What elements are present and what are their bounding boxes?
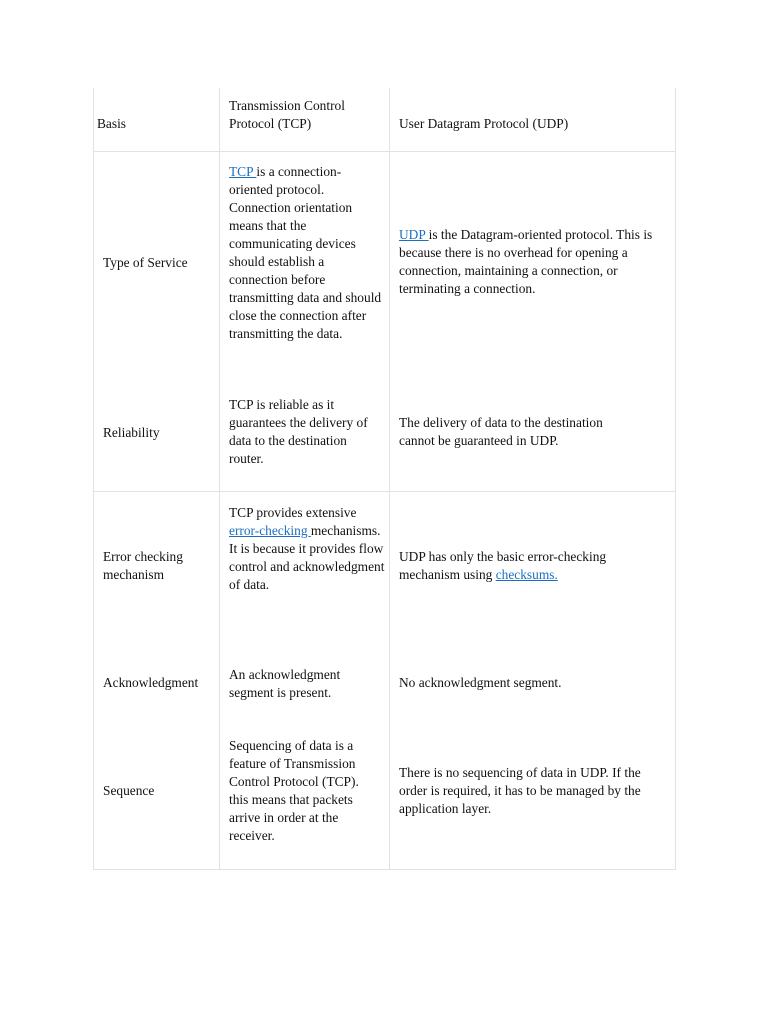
row-error-checking-basis: Error checking mechanism (103, 549, 183, 582)
udp-type-of-service-text: is the Datagram-oriented protocol. This is because there is no overhead for opening a connection, maintaining a connection, or terminating a connection. (399, 227, 653, 296)
row-acknowledgment-udp: No acknowledgment segment. (399, 675, 562, 690)
row-acknowledgment-tcp: An acknowledgment segment is present. (229, 667, 341, 700)
header-udp: User Datagram Protocol (UDP) (399, 116, 569, 131)
udp-link[interactable]: UDP (399, 227, 429, 242)
tcp-error-checking-after: mechanisms. It is because it provides flow control and acknowledgment of data. (229, 523, 385, 592)
row-sequence-udp: There is no sequencing of data in UDP. If the order is required, it has to be managed by the application layer. (399, 765, 641, 816)
header-tcp: Transmission Control Protocol (TCP) (229, 98, 345, 131)
row-reliability-tcp: TCP is reliable as it guarantees the delivery of data to the destination router. (229, 397, 368, 466)
column-divider-2 (389, 88, 390, 870)
row-type-of-service-udp (399, 226, 669, 298)
header-basis: Basis (97, 116, 127, 131)
tcp-link[interactable]: TCP (229, 164, 257, 179)
row-reliability-udp: The delivery of data to the destination cannot be guaranteed in UDP. (399, 415, 603, 448)
error-checking-link[interactable]: error-checking (229, 523, 311, 538)
checksums-link[interactable]: checksums. (495, 567, 558, 582)
row-reliability-basis: Reliability (103, 425, 160, 440)
row-sequence-tcp: Sequencing of data is a feature of Transmission Control Protocol (TCP). this means that packets arrive in order at the receiver. (229, 738, 359, 843)
row-error-checking-udp (399, 548, 644, 584)
tcp-error-checking-before: TCP provides extensive (229, 505, 357, 520)
row-error-checking-tcp (229, 504, 385, 594)
column-divider-1 (219, 88, 220, 870)
row-type-of-service-tcp (229, 163, 385, 343)
table-border-bottom (93, 869, 676, 870)
tcp-type-of-service-text: is a connection-oriented protocol. Connection orientation means that the communicating devices should establish a connection before transmitting data and should close the connection after transmitting the data. (229, 164, 382, 341)
row-sequence-basis: Sequence (103, 783, 155, 798)
udp-error-checking-before: UDP has only the basic error-checking mechanism using (399, 549, 607, 582)
row-acknowledgment-basis: Acknowledgment (103, 675, 199, 690)
row-type-of-service-basis: Type of Service (103, 255, 188, 270)
table-border-left (93, 88, 94, 870)
row-divider-reliability (93, 491, 676, 492)
table-border-right (675, 88, 676, 870)
row-divider-header (93, 151, 676, 152)
